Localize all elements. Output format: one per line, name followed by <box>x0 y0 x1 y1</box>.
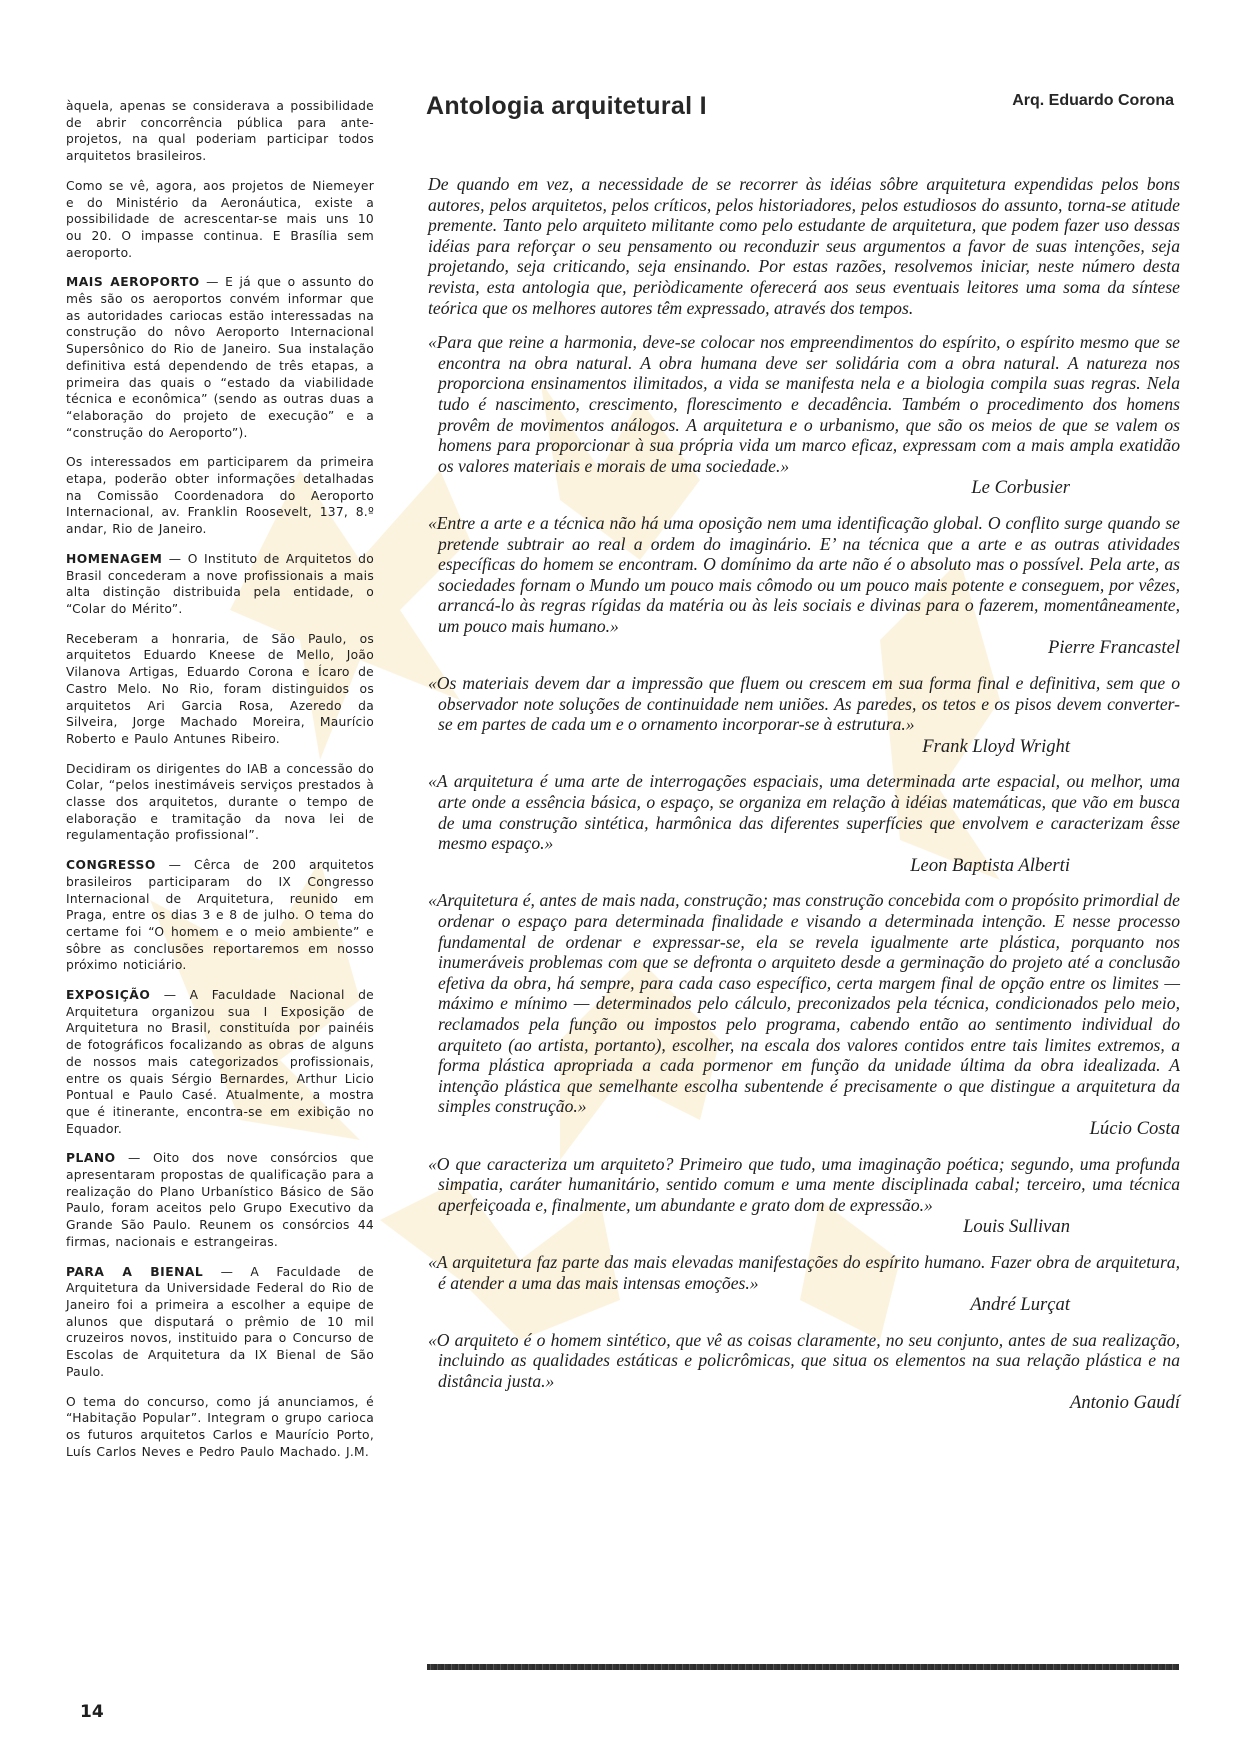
quote-text: «A arquitetura faz parte das mais elevadas manifestações do espírito humano. Fazer obra de arquitetura, é atender a uma das mais intensas emoções.» <box>428 1251 1180 1293</box>
news-text: Decidiram os dirigentes do IAB a concessão do Colar, “pelos inestimáveis serviços prestados à classe dos arquitetos, durante o tempo de elaboração e tramitação da nova lei de regulamentação profissional”. <box>66 761 374 843</box>
news-paragraph <box>66 1264 374 1381</box>
quote-author: Lúcio Costa <box>1089 1117 1180 1139</box>
news-text: — O Instituto de Arquitetos do Brasil concederam a nove profissionais a mais alta distinção distribuida pela entidade, o “Colar do Mérito”. <box>66 551 374 616</box>
news-text: O tema do concurso, como já anunciamos, é “Habitação Popular”. Integram o grupo carioca os futuros arquitetos Carlos e Maurício Porto, Luís Carlos Neves e Pedro Paulo Machado. J.M. <box>66 1394 374 1459</box>
quote-text: «Os materiais devem dar a impressão que fluem ou crescem em sua forma final e definitiva, sem que o observador note soluções de continuidade nem uniões. As paredes, os tetos e os pisos devem converter-se em partes de cada um e o ornamento incorporar-se à estrutura.» <box>428 673 1180 735</box>
news-text: — E já que o assunto do mês são os aeroportos convém informar que as autoridades cariocas estão interessadas na construção do nôvo Aeroporto Internacional Supersônico do Rio de Janeiro. Sua instalação definitiva está dependendo de três etapas, a primeira das quais o “estado da viabilidade técnica e econômica” (sendo as outras duas a “elaboração do projeto de execução” e a “construção do Aeroporto”). <box>66 275 375 440</box>
news-text: — Oito dos nove consórcios que apresentaram propostas de qualificação para a realização do Plano Urbanístico Básico de São Paulo, foram aceitos pelo Grupo Executivo da Grande São Paulo. Reunem os consórcios 44 firmas, nacionais e estrangeiras. <box>66 1151 374 1249</box>
quote-text: «Arquitetura é, antes de mais nada, construção; mas construção concebida com o propósito primordial de ordenar o espaço para determinada finalidade e visando a determinada intenção. E nesse processo fundamental de ordenar e expressar-se, ela se revela igualmente arte plástica, porquanto nos inumeráveis problemas com que se defronta o arquiteto desde a germinação do projeto até a conclusão efetiva da obra, há sempre, para cada caso específico, certa margem final de opção entre os limites — máximo e mínimo — determinados pelo cálculo, preconizados pela técnica, condicionados pelo meio, reclamados pela função ou impostos pelo programa, cabendo então ao sentimento individual do arquiteto (ao artista, portanto), escolher, na escala dos valores contidos entre tais limites extremos, a forma plástica apropriada a cada pormenor em função da unidade última da obra idealizada. A intenção plástica que semelhante escolha subentende é precisamente o que distingue a arquitetura da simples construção.» <box>428 890 1180 1117</box>
quote-block <box>428 890 1180 1139</box>
quote-block <box>428 513 1180 659</box>
quote-text: «O arquiteto é o homem sintético, que vê as coisas claramente, no seu conjunto, antes de sua realização, incluindo as qualidades estáticas e policrômicas, que situa os elementos na sua relação plástica e na distância justa.» <box>428 1329 1180 1391</box>
quote-block <box>428 771 1180 876</box>
quote-text: «Para que reine a harmonia, deve-se colocar nos empreendimentos do espírito, o espírito mesmo que se encontra na obra natural. A obra humana deve ser solidária com a obra natural. A natureza nos proporciona ensinamentos ilimitados, a vida se manifesta nela e a biologia compila suas regras. Nela tudo é nascimento, crescimento, florescimento e decadência. Também o procedimento dos homens provêm de movimentos análogos. A arquitetura e o urbanismo, que são os meios de que se valem os homens para proporcionar à sua própria vida um marco eficaz, expressam com a mais ampla exatidão os valores materiais e morais de uma sociedade.» <box>428 332 1180 476</box>
news-keyword: HOMENAGEM <box>66 551 163 566</box>
quote-author: Antonio Gaudí <box>1069 1392 1180 1414</box>
news-keyword: MAIS AEROPORTO <box>66 275 200 290</box>
news-paragraph <box>66 274 374 441</box>
quote-author: Leon Baptista Alberti <box>910 854 1070 876</box>
quote-author: André Lurçat <box>970 1294 1070 1316</box>
news-paragraph <box>66 551 374 618</box>
news-text: — A Faculdade Nacional de Arquitetura organizou sua I Exposição de Arquitetura no Brasil, constituída por painéis de fotográficos focalizando as obras de alguns de nossos mais categorizados profissionais, entre os quais Sérgio Bernardes, Arthur Licio Pontual e Paulo Casé. Atualmente, a mostra que é itinerante, encontra-se em exibição no Equador. <box>66 988 374 1136</box>
article-author: Arq. Eduardo Corona <box>1012 92 1174 109</box>
quote-text: «O que caracteriza um arquiteto? Primeiro que tudo, uma imaginação poética; segundo, uma profunda simpatia, caráter humanitário, sentido comum e uma mente disciplinada cabal; terceiro, uma técnica aperfeiçoada e, finalmente, um abundante e grato dom de expressão.» <box>428 1153 1180 1215</box>
quote-text: «Entre a arte e a técnica não há uma oposição nem uma identificação global. O conflito surge quando se pretende subtrair ao real a ordem do imaginário. E’ na técnica que a arte e as outras atividades específicas do homem se encontram. O domínimo da arte não é o absoluto mas o possível. Pela arte, as sociedades fornam o Mundo um pouco mais cômodo ou um pouco mais potente e conseguem, por vêzes, arrancá-lo às regras rígidas da matéria ou às leis sociais e divinas para o fazerem, momentâneamente, um pouco mais humano.» <box>428 512 1180 636</box>
quote-text: «A arquitetura é uma arte de interrogações espaciais, uma determinada arte espacial, ou melhor, uma arte onde a essência básica, o espaço, se organiza em relação à idéias matemáticas, que vão em busca de uma construção sintética, harmônica das diferentes superfícies que envolvem e caracterizam êsse mesmo espaço.» <box>428 771 1180 854</box>
news-paragraph <box>66 987 374 1137</box>
news-text: àquela, apenas se considerava a possibilidade de abrir concorrência pública para ante-projetos, na qual poderiam participar todos arquitetos brasileiros. <box>66 99 374 164</box>
news-paragraph <box>66 1150 374 1250</box>
news-column <box>66 98 374 1473</box>
news-paragraph <box>66 857 374 974</box>
page-number: 14 <box>80 1702 104 1722</box>
news-keyword: PLANO <box>66 1151 116 1166</box>
quote-block <box>428 673 1180 757</box>
bottom-rule <box>427 1664 1179 1670</box>
news-keyword: PARA A BIENAL <box>66 1264 204 1279</box>
quote-author: Frank Lloyd Wright <box>922 735 1070 757</box>
news-paragraph <box>66 761 374 845</box>
quote-author: Pierre Francastel <box>1047 637 1180 659</box>
article-intro: De quando em vez, a necessidade de se recorrer às idéias sôbre arquitetura expendidas pelos bons autores, pelos arquitetos, pelos críticos, pelos historiadores, pelos estudiosos do assunto, torna-se atitude premente. Tanto pelo arquiteto militante como pelo estudante de arquitetura, que podem fazer uso dessas idéias para reforçar o seu pensamento ou reconduzir seus argumentos a favor de suas intenções, seja projetando, seja criticando, seja ensinando. Por estas razões, resolvemos iniciar, neste número desta revista, esta antologia que, periòdicamente oferecerá aos seus eventuais leitores uma soma da síntese teórica que os melhores autores têm expressado, através dos tempos. <box>428 174 1180 318</box>
quote-author: Le Corbusier <box>971 477 1070 499</box>
quote-block <box>428 1252 1180 1316</box>
news-text: Como se vê, agora, aos projetos de Niemeyer e do Ministério da Aeronáutica, existe a possibilidade de acrescentar-se mais uns 10 ou 20. O impasse continua. E Brasília sem aeroporto. <box>66 178 374 260</box>
news-text: Receberam a honraria, de São Paulo, os arquitetos Eduardo Kneese de Mello, João Vilanova Artigas, Eduardo Corona e Ícaro de Castro Melo. No Rio, foram distinguidos os arquitetos Ari Garcia Rosa, Azeredo da Silveira, Jorge Machado Moreira, Maurício Roberto e Paulo Antunes Ribeiro. <box>66 631 374 746</box>
news-paragraph <box>66 631 374 748</box>
news-text: — A Faculdade de Arquitetura da Universidade Federal do Rio de Janeiro foi a primeira a escolher a equipe de alunos que disputará o prêmio de 10 mil cruzeiros novos, instituido para o Concurso de Escolas de Arquitetura da IX Bienal de São Paulo. <box>66 1264 374 1379</box>
quote-block <box>428 1330 1180 1414</box>
news-text: Os interessados em participarem da primeira etapa, poderão obter informações detalhadas na Comissão Coordenadora do Aeroporto Internacional, av. Franklin Roosevelt, 137, 8.º andar, Rio de Janeiro. <box>66 455 374 537</box>
news-paragraph <box>66 1394 374 1461</box>
quote-author: Louis Sullivan <box>963 1216 1070 1238</box>
news-paragraph <box>66 454 374 538</box>
quote-block <box>428 332 1180 499</box>
article-body <box>428 174 1180 1428</box>
news-keyword: CONGRESSO <box>66 858 156 873</box>
news-paragraph <box>66 178 374 262</box>
news-text: — Cêrca de 200 arquitetos brasileiros participaram do IX Congresso Internacional de Arquitetura, reunido em Praga, entre os dias 3 e 8 de julho. O tema do certame foi “O homem e o meio ambiente” e sôbre as conclusões reportaremos em nosso próximo noticiário. <box>66 858 374 973</box>
news-paragraph <box>66 98 374 165</box>
quote-list <box>428 332 1180 1414</box>
quote-block <box>428 1154 1180 1238</box>
article-title: Antologia arquitetural I <box>426 92 707 120</box>
news-keyword: EXPOSIÇÃO <box>66 988 151 1003</box>
